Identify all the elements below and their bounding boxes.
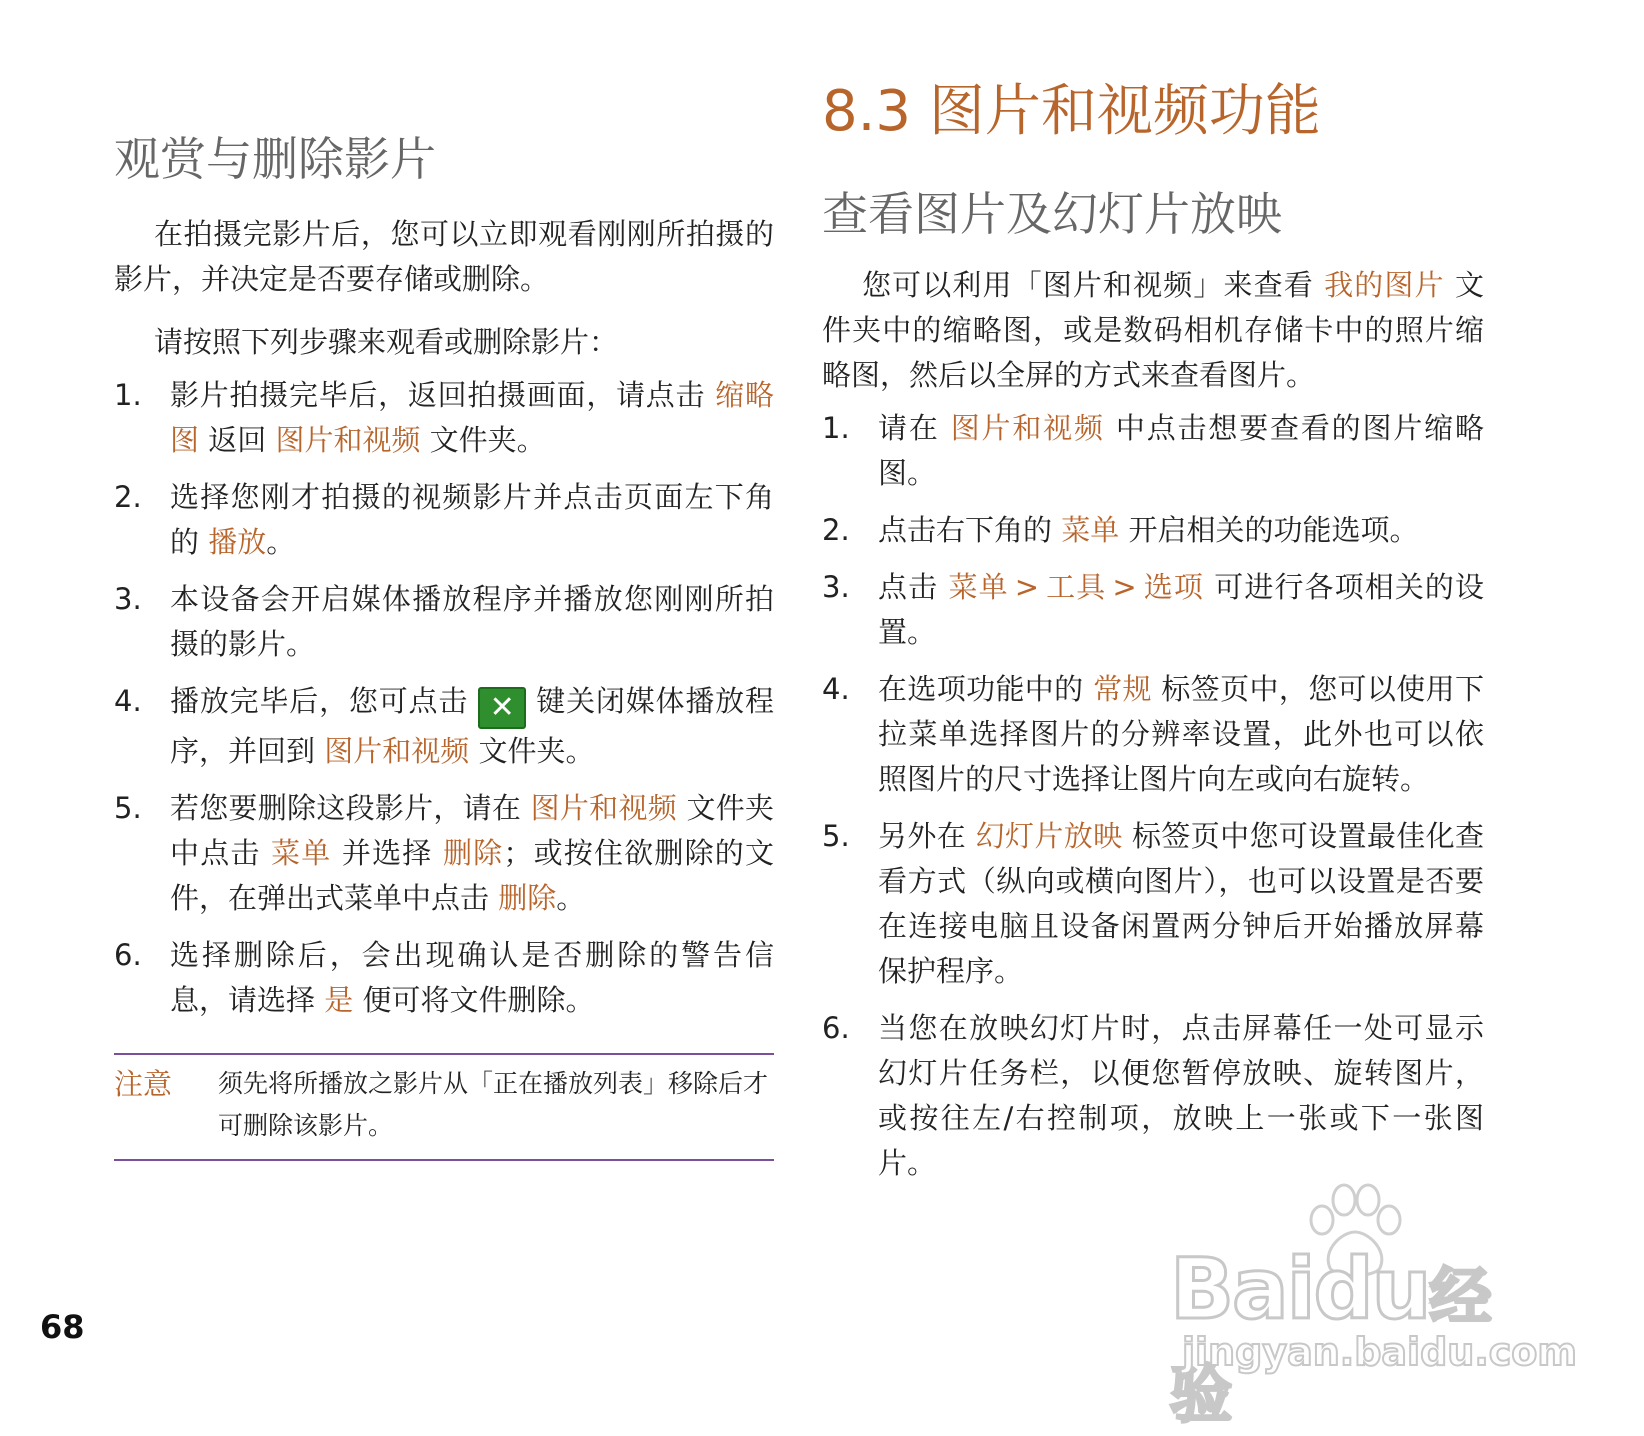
chevron-right-icon: > [1112,569,1137,604]
list-item: 5. 若您要删除这段影片，请在 图片和视频 文件夹中点击 菜单 并选择 删除；或按住欲删除的文件，在弹出式菜单中点击 删除。 [114,786,774,921]
picture-steps-list [822,406,1484,1186]
list-item: 3. 本设备会开启媒体播放程序并播放您刚刚所拍摄的影片。 [114,577,774,667]
list-item: 1. 影片拍摄完毕后，返回拍摄画面，请点击 缩略图 返回 图片和视频 文件夹。 [114,373,774,463]
delete-keyword: 删除 [442,835,504,870]
list-item: 4. 在选项功能中的 常规 标签页中，您可以使用下拉菜单选择图片的分辨率设置，此外也可以依照图片的尺寸选择让图片向左或向右旋转。 [822,667,1484,802]
step-number: 1. [822,410,850,445]
menu-keyword: 菜单 [271,835,332,870]
pictures-videos-keyword: 图片和视频 [950,410,1105,445]
step-number: 3. [114,581,142,616]
list-item: 6. 当您在放映幻灯片时，点击屏幕任一处可显示幻灯片任务栏，以便您暂停放映、旋转图片，或按往左/右控制项，放映上一张或下一张图片。 [822,1006,1484,1186]
list-item: 2. 选择您刚才拍摄的视频影片并点击页面左下角的 播放。 [114,475,774,565]
thumbnail-keyword: 缩略图 [170,377,774,457]
step-number: 6. [114,937,142,972]
intro-paragraph: 在拍摄完影片后，您可以立即观看刚刚所拍摄的影片，并决定是否要存储或删除。 [114,216,774,296]
left-column [114,130,774,1161]
menu-keyword: 菜单 [1061,512,1120,547]
pictures-videos-keyword: 图片和视频 [530,790,677,825]
note-box [114,1053,774,1161]
list-item: 3. 点击 菜单 > 工具 > 选项 可进行各项相关的设置。 [822,565,1484,655]
list-item: 6. 选择删除后，会出现确认是否删除的警告信息，请选择 是 便可将文件删除。 [114,933,774,1023]
chapter-title: 8.3 图片和视频功能 [822,79,1321,144]
step-number: 5. [822,818,850,853]
watermark-brand: Baidu经验 [1170,1240,1492,1431]
instruction-paragraph: 请按照下列步骤来观看或删除影片： [154,324,619,359]
list-item: 5. 另外在 幻灯片放映 标签页中您可设置最佳化查看方式（纵向或横向图片），也可以设置是否要在连接电脑且设备闲置两分钟后开始播放屏幕保护程序。 [822,814,1484,994]
step-number: 2. [822,512,850,547]
right-column [822,78,1484,1198]
chevron-right-icon: > [1014,569,1040,604]
pictures-videos-keyword: 图片和视频 [275,422,421,457]
slideshow-keyword: 幻灯片放映 [975,818,1123,853]
step-number: 6. [822,1010,850,1045]
general-keyword: 常规 [1093,671,1152,706]
delete-keyword: 删除 [498,880,557,915]
menu-keyword: 菜单 [948,569,1009,604]
baidu-watermark [1170,1180,1577,1431]
options-keyword: 选项 [1142,569,1204,604]
step-number: 1. [114,377,142,412]
list-item: 4. 播放完毕后，您可点击 ✕ 键关闭媒体播放程序，并回到 图片和视频 文件夹。 [114,679,774,774]
page-number: 68 [40,1308,85,1346]
step-number: 4. [114,683,142,718]
video-steps-list [114,373,774,1023]
step-number: 3. [822,569,850,604]
watermark-url: jingyan.baidu.com [1182,1330,1577,1374]
step-number: 5. [114,790,142,825]
tools-keyword: 工具 [1045,569,1107,604]
list-item: 2. 点击右下角的 菜单 开启相关的功能选项。 [822,508,1484,553]
step-number: 4. [822,671,850,706]
step-number: 2. [114,479,142,514]
section-title-view-slideshow: 查看图片及幻灯片放映 [822,187,1282,242]
pictures-videos-keyword: 图片和视频 [324,733,470,768]
list-item: 1. 请在 图片和视频 中点击想要查看的图片缩略图。 [822,406,1484,496]
section-title-view-delete-video: 观赏与删除影片 [114,132,436,186]
yes-keyword: 是 [324,982,354,1017]
my-pictures-keyword: 我的图片 [1324,267,1445,302]
play-keyword: 播放 [208,524,267,559]
intro-paragraph: 您可以利用「图片和视频」来查看 我的图片 文件夹中的缩略图，或是数码相机存储卡中的照片缩略图，然后以全屏的方式来查看图片。 [822,267,1484,392]
note-label: 注意 [114,1066,173,1101]
note-text: 须先将所播放之影片从「正在播放列表」移除后才可删除该影片。 [218,1068,769,1140]
close-x-icon: ✕ [478,687,526,729]
